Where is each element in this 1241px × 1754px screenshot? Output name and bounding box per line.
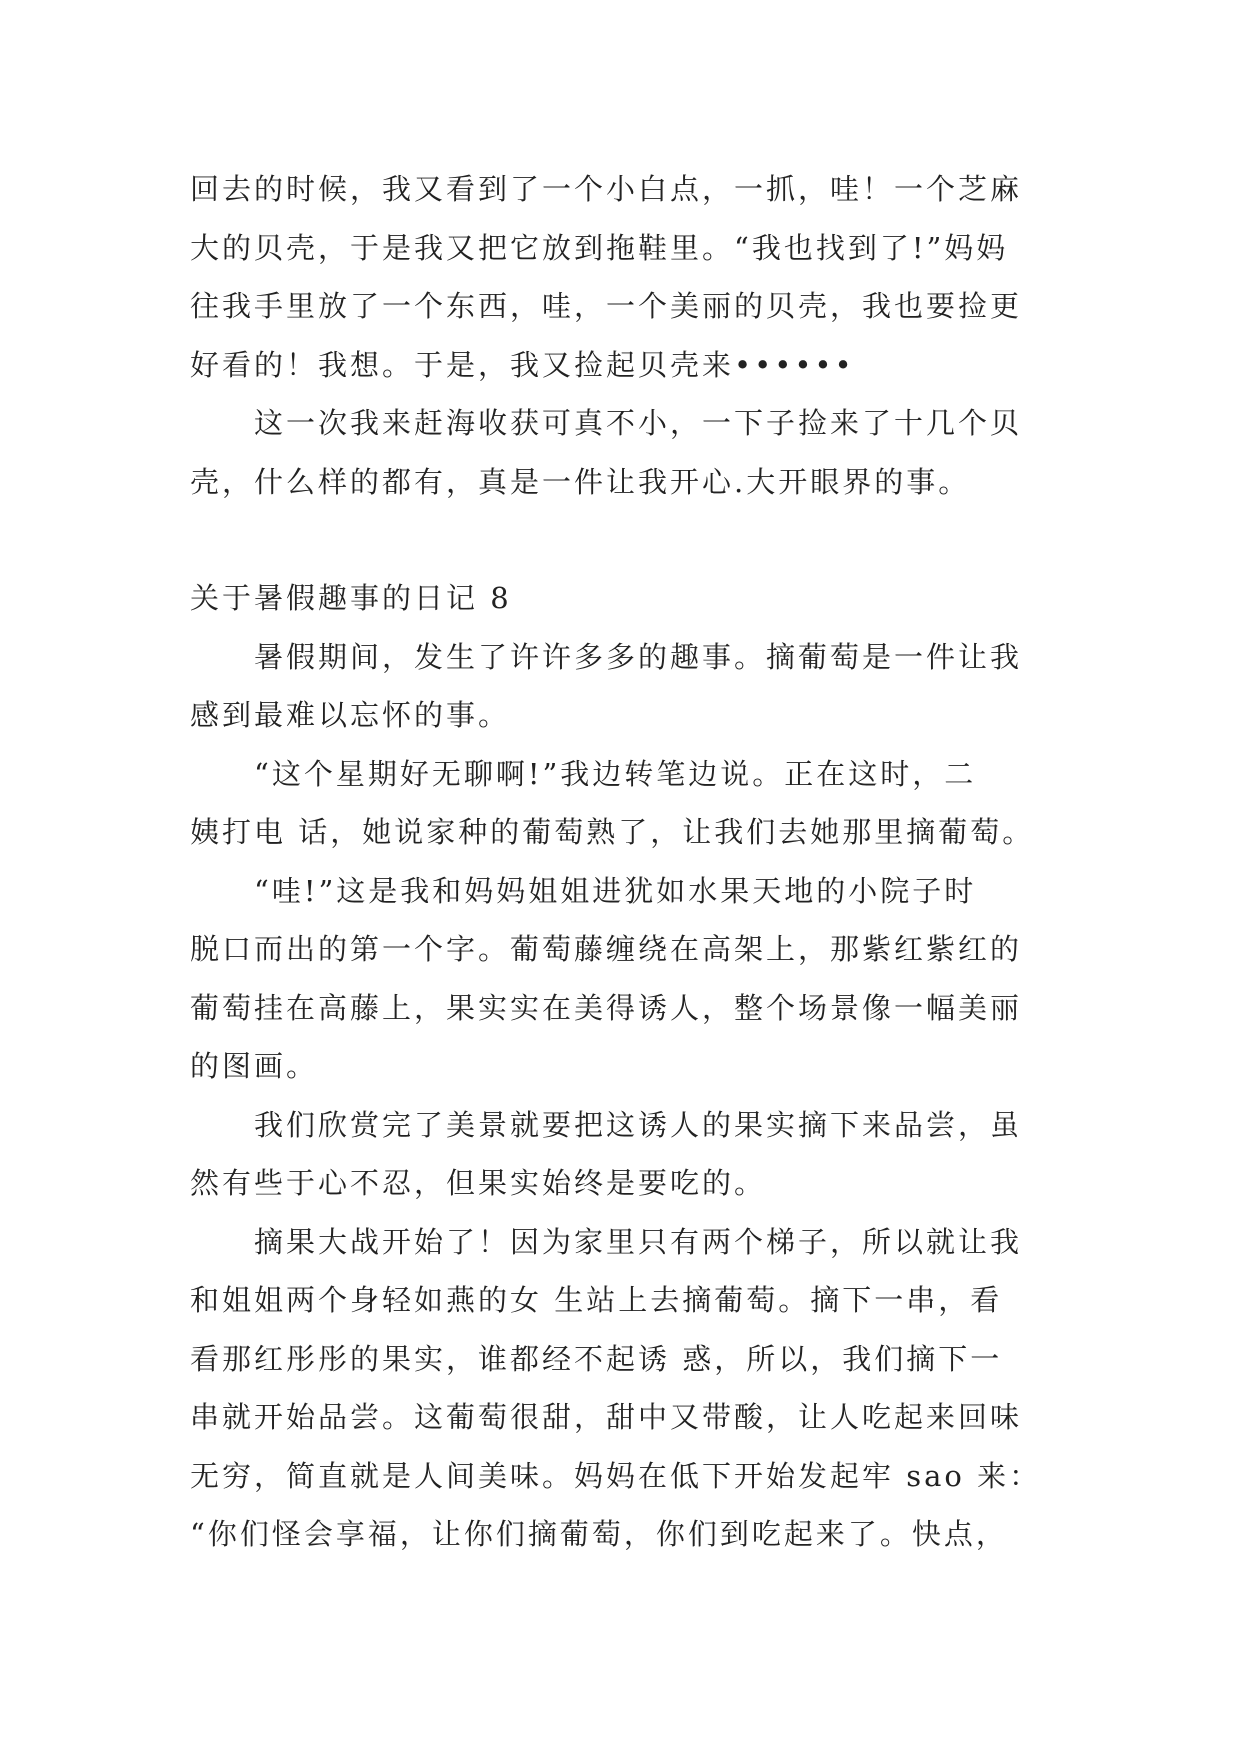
text-line: 脱口而出的第一个字。葡萄藤缠绕在高架上，那紫红紫红的 [190, 932, 1023, 966]
paragraph-harvest [190, 394, 1070, 511]
text-line: 葡萄挂在高藤上，果实实在美得诱人，整个场景像一幅美丽 [190, 990, 1023, 1025]
paragraph-boring-week [190, 745, 1070, 862]
text-line: 回去的时候，我又看到了一个小白点，一抓，哇！一个芝麻 [190, 172, 1023, 206]
text-line: 串就开始品尝。这葡萄很甜，甜中又带酸，让人吃起来回味 [190, 1400, 1023, 1434]
text-line: 往我手里放了一个东西，哇，一个美丽的贝壳，我也要捡更 [190, 289, 1023, 323]
paragraph-appreciate [190, 1096, 1070, 1213]
text-line: 摘果大战开始了！因为家里只有两个梯子，所以就让我 [254, 1224, 1023, 1259]
text-line: 这一次我来赶海收获可真不小，一下子捡来了十几个贝 [254, 406, 1023, 440]
paragraph-picking-battle [190, 1213, 1070, 1564]
text-line: 壳，什么样的都有，真是一件让我开心.大开眼界的事。 [190, 464, 971, 499]
document-page [190, 160, 1070, 1564]
text-line: 和姐姐两个身轻如燕的女 生站上去摘葡萄。摘下一串，看 [190, 1283, 1003, 1317]
text-line: 姨打电 话，她说家种的葡萄熟了，让我们去她那里摘葡萄。 [190, 815, 1035, 849]
text-line: 然有些于心不忍，但果实始终是要吃的。 [190, 1166, 767, 1200]
text-line: 暑假期间，发生了许许多多的趣事。摘葡萄是一件让我 [254, 639, 1023, 674]
text-line: 的图画。 [190, 1049, 319, 1083]
section-gap [190, 511, 1070, 569]
text-line: 无穷，简直就是人间美味。妈妈在低下开始发起牢 sao 来： [190, 1458, 1042, 1493]
section-title: 关于暑假趣事的日记 8 [190, 581, 512, 615]
text-line: “这个星期好无聊啊!”我边转笔边说。正在这时，二 [254, 756, 977, 791]
text-line: “哇!”这是我和妈妈姐姐进犹如水果天地的小院子时 [254, 873, 977, 908]
text-line: “你们怪会享福，让你们摘葡萄，你们到吃起来了。快点， [190, 1517, 1008, 1551]
text-line: 看那红彤彤的果实，谁都经不起诱 惑，所以，我们摘下一 [190, 1341, 1003, 1376]
text-line: 好看的！我想。于是，我又捡起贝壳来•••••• [190, 347, 855, 382]
text-line: 感到最难以忘怀的事。 [190, 698, 511, 732]
text-line: 我们欣赏完了美景就要把这诱人的果实摘下来品尝，虽 [254, 1107, 1023, 1142]
paragraph-intro [190, 628, 1070, 745]
paragraph-shell-hunting-end [190, 160, 1070, 394]
paragraph-courtyard [190, 862, 1070, 1096]
text-line: 大的贝壳，于是我又把它放到拖鞋里。“我也找到了!”妈妈 [190, 230, 1009, 265]
